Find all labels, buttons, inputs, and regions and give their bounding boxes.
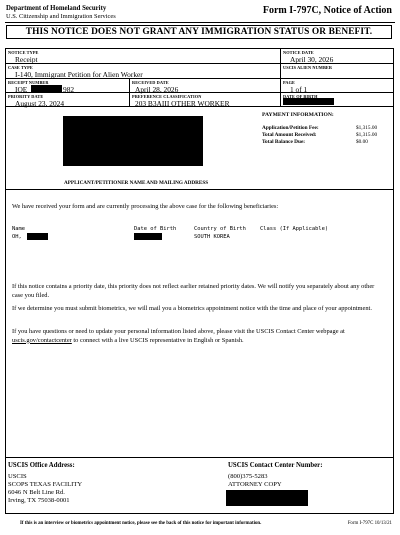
body-rule: [5, 189, 394, 190]
contact-center-text-after: to connect with a live USCIS representative in English or Spanish.: [71, 336, 244, 344]
office-line-2: SCOPS TEXAS FACILITY: [8, 481, 83, 488]
notice-type: Receipt: [15, 55, 38, 64]
footer-form-id: Form I-797C 10/13/21: [347, 521, 392, 526]
contact-title: USCIS Contact Center Number:: [228, 462, 323, 469]
preference-classification: 203 B3AIII OTHER WORKER: [135, 98, 230, 108]
banner-text: THIS NOTICE DOES NOT GRANT ANY IMMIGRATION STATUS OR BENEFIT.: [25, 26, 373, 37]
header-rule: [5, 22, 395, 23]
receipt-number-label: RECEIPT NUMBER: [8, 79, 49, 85]
contact-center-text-before: If you have questions or need to update your personal information listed above, please visit the USCIS Contact Center webpage at: [12, 328, 345, 335]
beneficiary-dob-redaction: [134, 233, 162, 240]
dob-label: DATE OF BIRTH: [283, 93, 318, 99]
page-label: PAGE: [283, 79, 296, 85]
biometrics-notice: If we determine you must submit biometrics, we will mail you a biometrics appointment notice with the time and place of your appointment.: [12, 305, 372, 312]
priority-date: August 23, 2024: [15, 98, 65, 108]
contact-redaction: [226, 490, 308, 506]
page-count: 1 of 1: [290, 85, 308, 94]
office-title: USCIS Office Address:: [8, 462, 75, 469]
grid-rule-1: [5, 63, 394, 64]
col-header-name: Name: [12, 226, 25, 232]
preference-label: PREFERENCE CLASSIFICATION: [132, 93, 202, 99]
payment-row-balance-label: Total Balance Due:: [262, 139, 306, 145]
payment-row-fee-label: Application/Petition Fee:: [262, 125, 319, 131]
payment-row-received-value: $1,315.00: [356, 132, 378, 138]
beneficiary-name-redaction: [27, 233, 48, 240]
contact-phone: (800)375-5283: [228, 473, 268, 480]
attorney-copy: ATTORNEY COPY: [228, 481, 282, 488]
receipt-prefix: IOE: [15, 85, 28, 94]
header-department: Department of Homeland Security: [6, 5, 107, 12]
payment-row-fee-value: $1,315.00: [356, 125, 378, 131]
payment-row-balance-value: $0.00: [356, 139, 368, 145]
notice-type-label: NOTICE TYPE: [8, 49, 39, 55]
office-line-3: 6046 N Belt Line Rd.: [8, 489, 65, 496]
dob-redaction: [283, 98, 334, 105]
applicant-label: APPLICANT/PETITIONER NAME AND MAILING ADDRESS: [64, 180, 209, 186]
case-type: I-140, Immigrant Petition for Alien Worker: [15, 70, 143, 79]
contact-center-link[interactable]: uscis.gov/contactcenter: [12, 336, 72, 344]
beneficiary-country: SOUTH KOREA: [194, 234, 230, 240]
footer-note: If this is an interview or biometrics appointment notice, please see the back of this notice for important information.: [20, 521, 262, 526]
notice-date-label: NOTICE DATE: [283, 49, 314, 55]
contact-center-notice: [12, 328, 384, 345]
beneficiary-name-prefix: OH,: [12, 234, 22, 240]
office-line-4: Irving, TX 75038-0001: [8, 497, 70, 504]
payment-row-received-label: Total Amount Received:: [262, 132, 317, 138]
col-header-class: Class (If Applicable): [260, 226, 329, 232]
col-header-dob: Date of Birth: [134, 226, 177, 232]
intro-text: We have received your form and are currently processing the above case for the following beneficiaries:: [12, 203, 279, 210]
bottom-rule: [5, 457, 394, 458]
notice-date: April 30, 2026: [290, 55, 334, 64]
office-line-1: USCIS: [8, 473, 27, 480]
priority-date-notice: If this notice contains a priority date, this priority does not reflect earlier retained priority dates. We will notify you separately about any other case you filed.: [12, 283, 375, 299]
header-agency: U.S. Citizenship and Immigration Services: [6, 13, 116, 20]
form-title: Form I-797C, Notice of Action: [262, 5, 392, 16]
payment-title: PAYMENT INFORMATION:: [262, 112, 334, 118]
applicant-address-redaction: [63, 116, 203, 166]
grid-divider-right: [280, 48, 281, 106]
case-type-label: CASE TYPE: [8, 64, 33, 70]
received-date: April 28, 2026: [135, 85, 179, 94]
receipt-suffix: 982: [63, 85, 75, 94]
receipt-number-redaction: [31, 85, 62, 92]
col-header-country: Country of Birth: [194, 226, 246, 232]
alien-number-label: USCIS ALIEN NUMBER: [283, 64, 333, 70]
priority-date-label: PRIORITY DATE: [8, 93, 44, 99]
received-date-label: RECEIVED DATE: [132, 79, 169, 85]
